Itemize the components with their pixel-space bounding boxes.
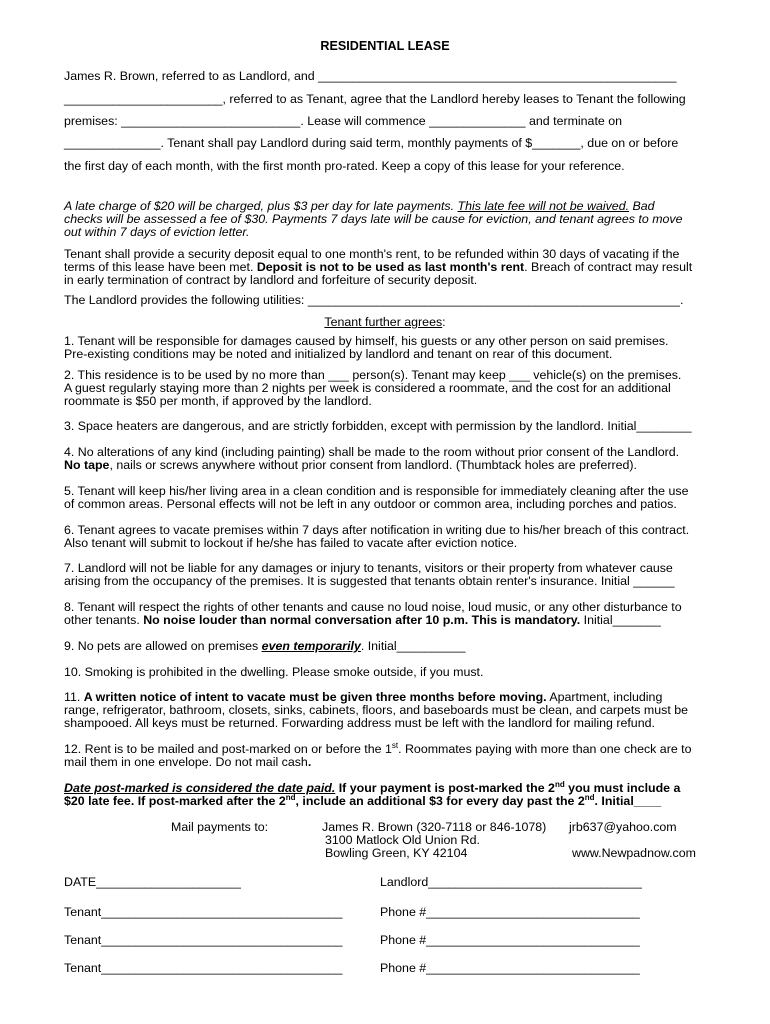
deposit-line-1: Tenant shall provide a security deposit equal to one month's rent, to be refunded within 30 days of vacating if the [64, 247, 680, 261]
mail-street: 3100 Matlock Old Union Rd. [325, 833, 480, 847]
mail-name: James R. Brown (320-7118 or 846-1078) [322, 820, 547, 834]
item-11-text: Apartment, including [546, 690, 663, 704]
phone-line-2[interactable]: Phone #_______________________________ [380, 933, 640, 947]
date-paid-initial: . Initial____ [594, 794, 662, 808]
agrees-heading-text: Tenant further agrees [324, 315, 443, 329]
item-5-line-1: 5. Tenant will keep his/her living area in a clean condition and is responsible for immediately cleaning after the use [64, 484, 689, 498]
mail-website: www.Newpadnow.com [572, 846, 696, 860]
phone-line-3[interactable]: Phone #_______________________________ [380, 961, 640, 975]
item-12-text-2: . Roommates paying with more than one check are to [398, 742, 692, 756]
date-paid-text: If your payment is post-marked the 2 [335, 781, 555, 795]
item-12-sup: st [391, 741, 399, 750]
item-2-line-2: A guest regularly staying more than 2 nights per week is considered a roommate, and the cost for an additional [64, 381, 671, 395]
landlord-signature-line[interactable]: Landlord_______________________________ [380, 875, 642, 889]
intro-line-2: _______________________, referred to as Tenant, agree that the Landlord hereby leases to Tenant the following [64, 92, 686, 106]
item-10-line: 10. Smoking is prohibited in the dwelling. Please smoke outside, if you must. [64, 665, 484, 679]
even-temporarily: even temporarily [261, 639, 361, 653]
late-charge-line-2: checks will be assessed a fee of $30. Payments 7 days late will be cause for eviction, and tenant agrees to move [64, 212, 683, 226]
noise-bold: No noise louder than normal conversation after 10 p.m. This is mandatory. [143, 613, 581, 627]
page-title: RESIDENTIAL LEASE [320, 39, 450, 53]
item-1-line-1: 1. Tenant will be responsible for damages caused by himself, his guests or any other person on said premises. [64, 334, 669, 348]
mail-label: Mail payments to: [171, 820, 269, 834]
intro-line-5: the first day of each month, with the first month pro-rated. Keep a copy of this lease for your reference. [64, 159, 625, 173]
notice-bold: A written notice of intent to vacate must be given three months before moving. [83, 690, 547, 704]
deposit-breach: . Breach of contract may result [524, 260, 693, 274]
late-charge-line-3: out within 7 days of eviction letter. [64, 225, 250, 239]
date-paid-line-2 [64, 795, 661, 808]
late-fee-not-waived: This late fee will not be waived. [457, 199, 630, 213]
item-12-text: 12. Rent is to be mailed and post-marked on or before the 1 [64, 742, 392, 756]
date-paid-text-3: $20 late fee. If post-marked after the 2 [64, 794, 286, 808]
date-paid-sup-1: nd [554, 780, 565, 789]
item-11-number: 11. [64, 690, 84, 704]
item-12-line-2 [64, 756, 311, 769]
date-paid-sup-3: nd [584, 793, 595, 802]
item-11-line-3: shampooed. All keys must be returned. Forwarding address must be left with the landlord for mailing refund. [64, 716, 655, 730]
intro-line-4: ______________. Tenant shall pay Landlord during said term, monthly payments of $_______, due on or before [64, 136, 679, 150]
deposit-bold: Deposit is not to be used as last month's rent [256, 260, 525, 274]
late-charge-text: A late charge of $20 will be charged, plus $3 per day for late payments. [64, 199, 458, 213]
item-7-line-2: arising from the occupancy of the premises. It is suggested that tenants obtain renter's insurance. Initial ______ [64, 574, 675, 588]
date-paid-italic: Date post-marked is considered the date paid. [64, 781, 336, 795]
item-9-initial: . Initial__________ [360, 639, 466, 653]
item-8-text: other tenants. [64, 613, 144, 627]
agrees-heading [0, 315, 770, 329]
deposit-text: terms of this lease have been met. [64, 260, 257, 274]
item-4-text: , nails or screws anywhere without prior consent from landlord. (Thumbtack holes are preferred). [109, 458, 637, 472]
item-1-line-2: Pre-existing conditions may be noted and initialized by landlord and tenant on rear of this document. [64, 347, 613, 361]
item-12-text-3: mail them in one envelope. Do not mail cash [64, 755, 308, 769]
item-6-line-1: 6. Tenant agrees to vacate premises within 7 days after notification in writing due to his/her breach of this contract. [64, 523, 690, 537]
item-7-line-1: 7. Landlord will not be liable for any damages or injury to tenants, visitors or their property from whatever cause [64, 561, 673, 575]
deposit-line-3: in early termination of contract by landlord and forfeiture of security deposit. [64, 273, 478, 287]
item-8-initial: Initial_______ [580, 613, 661, 627]
late-charge-bad: Bad [629, 199, 655, 213]
item-9-text: 9. No pets are allowed on premises [64, 639, 262, 653]
tenant-signature-line-1[interactable]: Tenant___________________________________ [64, 905, 343, 919]
tenant-signature-line-3[interactable]: Tenant___________________________________ [64, 961, 343, 975]
intro-line-3: premises: __________________________. Lease will commence ______________ and terminate on [64, 114, 623, 128]
item-2-line-1: 2. This residence is to be used by no more than ___ person(s). Tenant may keep ___ vehicle(s) on the premises. [64, 368, 682, 382]
intro-line-1: James R. Brown, referred to as Landlord, and ____________________________________________________ [64, 69, 677, 83]
item-5-line-2: of common areas. Personal effects will not be left in any outdoor or common area, including porches and patios. [64, 497, 677, 511]
item-3-line: 3. Space heaters are dangerous, and are strictly forbidden, except with permission by the landlord. Initial________ [64, 419, 692, 433]
item-8-line-2 [64, 614, 661, 627]
item-4-line-2 [64, 459, 637, 472]
item-8-line-1: 8. Tenant will respect the rights of other tenants and cause no loud noise, loud music, or any other disturbance to [64, 600, 682, 614]
item-4-line-1: 4. No alterations of any kind (including painting) shall be made to the room without prior consent of the Landlord. [64, 445, 680, 459]
date-paid-sup-2: nd [285, 793, 296, 802]
date-paid-text-4: , include an additional $3 for every day past the 2 [295, 794, 585, 808]
mail-email: jrb637@yahoo.com [569, 820, 677, 834]
agrees-colon: : [442, 315, 446, 329]
date-signature-line[interactable]: DATE_____________________ [64, 875, 241, 889]
tenant-signature-line-2[interactable]: Tenant___________________________________ [64, 933, 343, 947]
date-paid-text-2: you must include a [564, 781, 681, 795]
item-2-line-3: roommate is $50 per month, if approved by the landlord. [64, 394, 372, 408]
item-12-period: . [307, 755, 312, 769]
utilities-line: The Landlord provides the following utilities: ______________________________________________________. [64, 293, 684, 307]
item-6-line-2: Also tenant will submit to lockout if he/she has failed to vacate after eviction notice. [64, 536, 518, 550]
no-tape-bold: No tape [64, 458, 110, 472]
mail-city: Bowling Green, KY 42104 [325, 846, 468, 860]
phone-line-1[interactable]: Phone #_______________________________ [380, 905, 640, 919]
item-9-line [64, 640, 466, 653]
item-11-line-2: range, refrigerator, bathroom, closets, sinks, cabinets, floors, and baseboards must be clean, and carpets must be [64, 703, 688, 717]
